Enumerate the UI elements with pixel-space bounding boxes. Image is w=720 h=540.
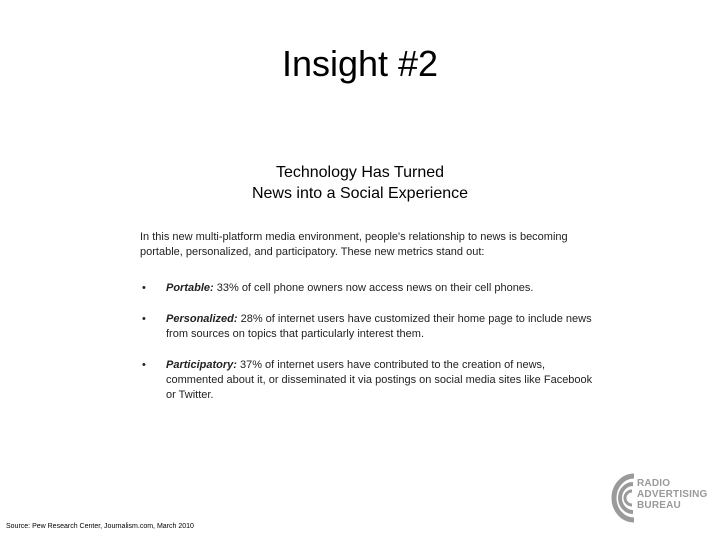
subtitle-line-1: Technology Has Turned: [275, 164, 445, 181]
logo-line-1: RADIO: [637, 478, 671, 489]
bullet-participatory: [140, 358, 600, 403]
source-citation: Source: Pew Research Center, Journalism.com, March 2010: [6, 523, 194, 530]
bullet-portable: [140, 281, 600, 296]
logo-line-3: BUREAU: [637, 500, 681, 511]
bullet-personalized: [140, 312, 600, 342]
bullet-lead: Personalized:: [166, 313, 238, 325]
bullet-dot: •: [142, 313, 146, 325]
rab-logo-text: [637, 478, 709, 511]
bullet-text: 28% of internet users have customized their home page to include news from sources on topics that particularly interest them.: [166, 313, 592, 340]
rab-logo-swirl-icon: [610, 470, 640, 528]
bullet-lead: Portable:: [166, 282, 214, 294]
slide-subtitle: [0, 162, 720, 204]
bullet-list: [140, 281, 600, 419]
bullet-dot: •: [142, 282, 146, 294]
intro-paragraph: In this new multi-platform media environment, people's relationship to news is becoming portable, personalized, and participatory. These new metrics stand out:: [140, 231, 568, 258]
rab-logo: [610, 470, 710, 528]
bullet-text: 37% of internet users have contributed to the creation of news, commented about it, or disseminated it via postings on social media sites like Facebook or Twitter.: [166, 359, 593, 401]
bullet-dot: •: [142, 359, 146, 371]
logo-line-2: ADVERTISING: [637, 489, 708, 500]
bullet-lead: Participatory:: [166, 359, 237, 371]
subtitle-line-2: News into a Social Experience: [251, 185, 469, 202]
bullet-text: 33% of cell phone owners now access news on their cell phones.: [213, 282, 534, 294]
slide-title: Insight #2: [281, 43, 439, 84]
